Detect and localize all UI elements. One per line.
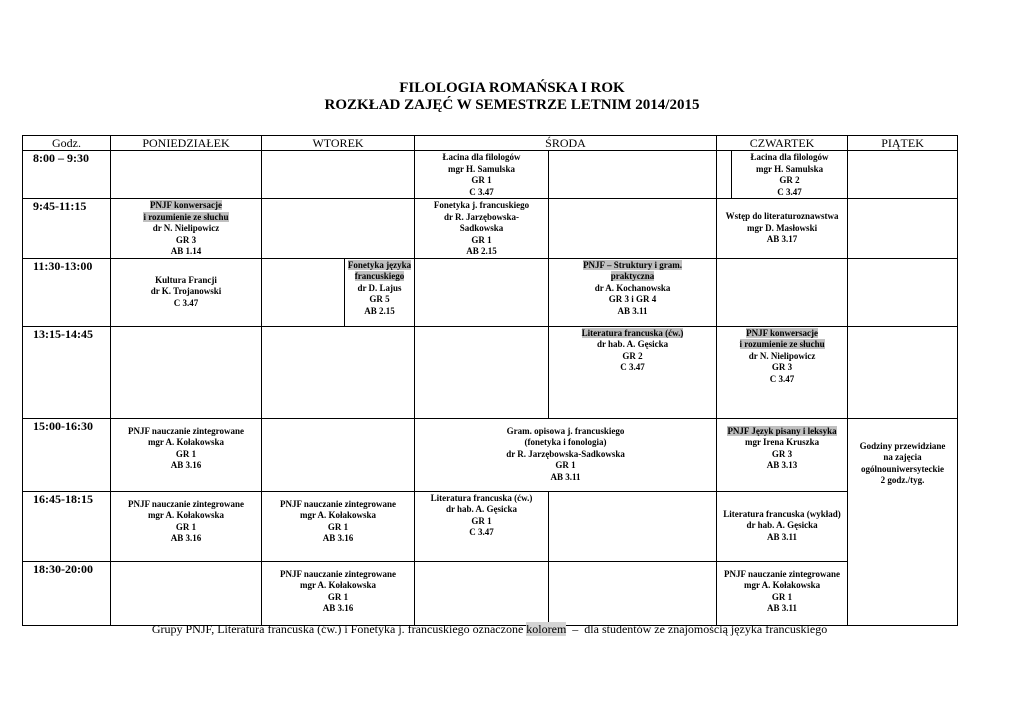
cell-line: AB 2.15 [466,246,497,256]
empty-cell [549,561,717,625]
cell-line: Godziny przewidziane [859,440,946,451]
cell-line-highlighted: PNJF – Struktury i gram. [583,259,682,270]
empty-cell [415,561,549,625]
table-row [23,491,958,561]
table-row [23,258,958,326]
table-row [23,326,958,418]
table-row [23,561,958,625]
cell-line: C 3.47 [469,527,494,537]
class-cell [111,491,262,561]
cell-line: C 3.47 [173,297,199,308]
empty-cell [717,151,732,199]
table-row [23,199,958,259]
cell-line: C 3.47 [620,362,645,372]
cell-line: ogólnouniwersyteckie [861,463,945,474]
cell-line: GR 1 [327,521,349,532]
class-cell [717,199,848,259]
cell-line: Gram. opisowa j. francuskiego [506,425,625,436]
cell-line: mgr H. Samulska [447,163,516,174]
class-cell [415,151,549,199]
empty-cell [549,491,717,561]
cell-line: AB 3.16 [170,460,202,470]
cell-line: AB 3.16 [170,533,202,543]
class-cell [262,561,415,625]
cell-line: mgr A. Kołakowska [299,510,377,520]
cell-line: dr N. Nielipowicz [748,350,816,361]
cell-line-highlighted: PNJF konwersacje [150,200,222,210]
cell-line-highlighted: praktyczna [610,271,655,281]
class-cell [717,561,848,625]
footer-marked-word: kolorem [526,622,567,636]
cell-line: GR 2 [622,350,643,361]
cell-line: Kultura Francji [155,274,217,285]
cell-line: AB 2.15 [364,305,395,316]
cell-line: GR 3 [175,234,197,245]
empty-cell [549,151,717,199]
empty-cell [262,418,415,491]
cell-line: 2 godz./tyg. [880,475,925,485]
cell-line: AB 3.16 [322,533,354,543]
cell-line: GR 3 [771,448,793,459]
cell-line: GR 2 [779,175,800,185]
header-thursday: CZWARTEK [717,136,848,151]
empty-cell [111,561,262,625]
cell-line: GR 1 [175,448,197,459]
cell-line: AB 3.17 [766,234,798,244]
cell-line: AB 3.11 [767,531,798,542]
cell-line: mgr H. Samulska [755,163,824,174]
table-row [23,418,958,491]
time-slot: 9:45-11:15 [23,199,111,259]
cell-line: dr A. Kochanowska [594,282,671,293]
empty-cell [549,199,717,259]
empty-cell [415,326,549,418]
empty-cell [415,258,549,326]
cell-line: GR 3 i GR 4 [608,294,657,304]
cell-line: C 3.47 [769,373,795,384]
class-cell [111,199,262,259]
cell-line: dr hab. A. Gęsicka [746,520,818,531]
cell-line: mgr A. Kołakowska [743,580,821,590]
header-time: Godz. [23,136,111,151]
cell-line-highlighted: francuskiego [354,271,405,281]
cell-line: PNJF nauczanie zintegrowane [724,568,841,579]
footer-text: Grupy PNJF, Literatura francuska (ćw.) i Fonetyka j. francuskiego oznaczone [151,622,527,636]
empty-cell [717,258,848,326]
header-monday: PONIEDZIAŁEK [111,136,262,151]
class-cell [549,258,717,326]
empty-cell [262,199,415,259]
table-row [23,151,958,199]
class-cell [415,418,717,491]
header-friday: PIĄTEK [848,136,958,151]
empty-cell [111,151,262,199]
cell-line: na zajęcia [883,452,922,462]
empty-cell [848,199,958,259]
header-row [23,136,958,151]
cell-line: GR 1 [555,460,576,470]
cell-line: mgr A. Kołakowska [147,510,225,520]
time-slot: 8:00 – 9:30 [23,151,111,199]
cell-line: GR 5 [369,294,390,304]
cell-line: PNJF nauczanie zintegrowane [280,568,396,579]
time-slot: 13:15-14:45 [23,326,111,418]
class-cell [415,491,549,561]
class-cell [345,258,415,326]
cell-line: PNJF nauczanie zintegrowane [280,498,396,509]
cell-line: AB 3.16 [322,603,354,613]
cell-line: mgr Irena Kruszka [744,437,820,447]
cell-line: Sadkowska [459,223,504,233]
friday-info-cell [848,418,958,625]
empty-cell [848,258,958,326]
header-tuesday: WTOREK [262,136,415,151]
cell-line: AB 3.11 [617,305,648,316]
cell-line-highlighted: Literatura francuska (ćw.) [581,327,684,338]
class-cell [415,199,549,259]
footer-text-end: – dla studentów ze znajomością języka francuskiego [566,622,828,636]
cell-line-highlighted: PNJF konwersacje [746,327,818,338]
cell-line: Łacina dla filologów [442,152,521,162]
class-cell [732,151,848,199]
class-cell [262,491,415,561]
cell-line: dr hab. A. Gęsicka [445,504,518,514]
empty-cell [262,258,345,326]
document-title: FILOLOGIA ROMAŃSKA I ROK [399,80,625,96]
cell-line: GR 3 [771,362,793,372]
cell-line: dr K. Trojanowski [150,286,222,297]
time-slot: 16:45-18:15 [23,491,111,561]
class-cell [549,326,717,418]
cell-line: PNJF nauczanie zintegrowane [128,425,244,436]
cell-line: mgr A. Kołakowska [147,437,225,447]
cell-line-highlighted: PNJF Język pisany i leksyka [727,425,837,436]
cell-line: Literatura francuska (ćw.) [430,492,533,503]
class-cell [717,491,848,561]
footer-note [22,622,957,636]
cell-line-highlighted: Fonetyka języka [347,259,412,270]
class-cell [111,258,262,326]
cell-line: Literatura francuska (wykład) [723,508,841,519]
cell-line: PNJF nauczanie zintegrowane [128,498,244,509]
cell-line: AB 3.11 [550,471,581,482]
cell-line: Fonetyka j. francuskiego [433,200,530,210]
cell-line-highlighted: i rozumienie ze słuchu [739,339,825,349]
document-subtitle: ROZKŁAD ZAJĘĆ W SEMESTRZE LETNIM 2014/2015 [324,97,700,113]
cell-line: GR 1 [771,591,793,602]
cell-line-highlighted: i rozumienie ze słuchu [143,211,229,222]
cell-line: GR 1 [327,591,349,602]
cell-line: (fonetyka i fonologia) [524,437,607,447]
cell-line: mgr A. Kołakowska [299,580,377,590]
empty-cell [262,151,415,199]
cell-line: GR 1 [471,234,492,245]
empty-cell [848,151,958,199]
cell-line: dr D. Lajus [357,282,402,293]
cell-line: dr R. Jarzębowska-Sadkowska [506,448,625,459]
empty-cell [111,326,262,418]
cell-line: dr N. Nielipowicz [152,223,220,233]
cell-line: C 3.47 [469,186,494,197]
class-cell [717,326,848,418]
cell-line: dr R. Jarzębowska- [443,211,520,222]
cell-line: GR 1 [471,175,492,185]
header-wednesday: ŚRODA [415,136,717,151]
cell-line: AB 1.14 [170,246,202,256]
schedule-table [22,135,958,626]
cell-line: AB 3.13 [766,460,798,470]
cell-line: dr hab. A. Gęsicka [596,339,669,349]
time-slot: 18:30-20:00 [23,561,111,625]
cell-line: Wstęp do literaturoznawstwa [725,211,839,221]
cell-line: Łacina dla filologów [750,152,829,162]
cell-line: AB 3.11 [767,603,798,613]
time-slot: 11:30-13:00 [23,258,111,326]
cell-line: mgr D. Masłowski [746,222,818,233]
cell-line: C 3.47 [777,186,802,197]
class-cell [717,418,848,491]
empty-cell [262,326,415,418]
time-slot: 15:00-16:30 [23,418,111,491]
empty-cell [848,326,958,418]
cell-line: GR 1 [471,515,492,526]
cell-line: GR 1 [175,521,197,532]
class-cell [111,418,262,491]
